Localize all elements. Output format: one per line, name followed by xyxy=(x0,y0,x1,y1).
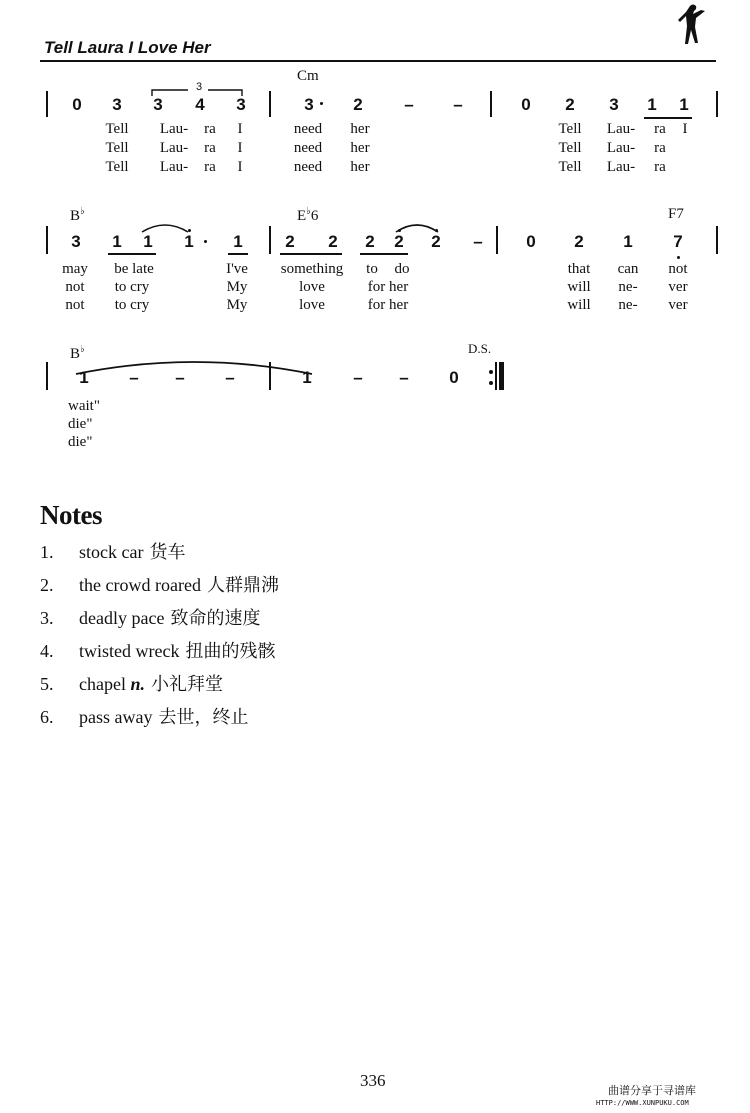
lyric: ra xyxy=(654,140,666,156)
watermark-text: 曲谱分享于寻谱库 xyxy=(608,1084,696,1097)
dot xyxy=(677,256,680,259)
lyric: ne- xyxy=(618,279,638,295)
lyric: Tell xyxy=(105,140,129,156)
note-item: 4. twisted wreck 扭曲的残骸 xyxy=(40,641,276,662)
note: 1 xyxy=(143,232,153,251)
chord-cm: Cm xyxy=(297,68,319,84)
note: 1 xyxy=(184,232,194,251)
lyric: Lau- xyxy=(606,121,636,137)
note: 1 xyxy=(302,368,312,387)
lyric: I xyxy=(682,121,688,137)
lyric: ra xyxy=(204,159,216,175)
lyric: do xyxy=(394,261,410,277)
barline xyxy=(490,91,492,117)
eighth-underline xyxy=(228,253,248,255)
lyric: for her xyxy=(367,297,409,313)
eighth-underline xyxy=(644,117,692,119)
final-barline xyxy=(499,362,504,390)
lyric: Lau- xyxy=(159,121,189,137)
triplet-number: 3 xyxy=(196,81,203,93)
lyric: ne- xyxy=(618,297,638,313)
note-dash: – xyxy=(225,368,235,387)
lyric: die" xyxy=(68,416,93,432)
lyric: for her xyxy=(367,279,409,295)
note-dash: – xyxy=(129,368,139,387)
header-rule xyxy=(40,60,716,62)
note: 1 xyxy=(79,368,89,387)
note: 0 xyxy=(526,232,536,251)
note-item: 3. deadly pace 致命的速度 xyxy=(40,608,261,629)
lyric: may xyxy=(62,261,88,277)
eighth-underline xyxy=(280,253,342,255)
note: 1 xyxy=(623,232,633,251)
lyric: My xyxy=(226,279,248,295)
watermark-url: HTTP://WWW.XUNPUKU.COM xyxy=(596,1099,689,1107)
lyric: Lau- xyxy=(606,159,636,175)
lyric: not xyxy=(65,279,85,295)
lyric: ver xyxy=(668,297,688,313)
note-dash: – xyxy=(399,368,409,387)
lyric: love xyxy=(299,279,325,295)
lyric: Tell xyxy=(558,121,582,137)
lyric: to cry xyxy=(114,279,150,295)
barline xyxy=(46,226,48,254)
note: 3 xyxy=(609,95,619,114)
note-item: 2. the crowd roared 人群鼎沸 xyxy=(40,575,279,596)
note-dash: – xyxy=(473,232,483,251)
lyric: Lau- xyxy=(606,140,636,156)
note: 2 xyxy=(394,232,404,251)
note: 1 xyxy=(233,232,243,251)
barline xyxy=(495,362,497,390)
chord-f7: F7 xyxy=(668,206,684,222)
note: 2 xyxy=(431,232,441,251)
barline xyxy=(46,362,48,390)
lyric: ver xyxy=(668,279,688,295)
notes-heading: Notes xyxy=(40,500,102,530)
note: 0 xyxy=(521,95,531,114)
lyric: wait" xyxy=(68,398,100,414)
note: 4 xyxy=(195,95,205,114)
lyric: that xyxy=(567,261,591,277)
dot xyxy=(435,229,438,232)
note-dash: – xyxy=(353,368,363,387)
lyric: ra xyxy=(654,121,666,137)
note-item: 6. pass away 去世，终止 xyxy=(40,707,249,728)
note: 7 xyxy=(673,232,683,251)
note: 0 xyxy=(449,368,459,387)
page-header-title: Tell Laura I Love Her xyxy=(44,38,211,57)
lyric: Lau- xyxy=(159,159,189,175)
note: 3 xyxy=(236,95,246,114)
lyric: her xyxy=(350,140,370,156)
repeat-dot xyxy=(489,381,493,385)
lyric: ra xyxy=(204,140,216,156)
lyric: ra xyxy=(204,121,216,137)
note: 2 xyxy=(328,232,338,251)
dot xyxy=(398,229,401,232)
lyric: not xyxy=(668,261,688,277)
lyric: need xyxy=(293,140,323,156)
barline xyxy=(46,91,48,117)
barline xyxy=(496,226,498,254)
lyric: something xyxy=(280,261,344,277)
lyric: need xyxy=(293,159,323,175)
lyric: be late xyxy=(114,261,154,277)
barline xyxy=(269,362,271,390)
chord-bflat: B♭ xyxy=(70,206,85,224)
lyric: Tell xyxy=(105,121,129,137)
note: 2 xyxy=(574,232,584,251)
dot xyxy=(188,229,191,232)
note: 2 xyxy=(365,232,375,251)
note: 2 xyxy=(565,95,575,114)
lyric: My xyxy=(226,297,248,313)
barline xyxy=(716,91,718,117)
lyric: I've xyxy=(226,261,248,277)
page-number: 336 xyxy=(360,1071,386,1090)
lyric: Tell xyxy=(558,140,582,156)
lyric: her xyxy=(350,121,370,137)
lyric: to xyxy=(366,261,378,277)
note: 1 xyxy=(647,95,657,114)
lyric: her xyxy=(350,159,370,175)
lyric: I xyxy=(237,159,243,175)
tie-arc xyxy=(74,356,314,376)
dancer-icon xyxy=(676,2,710,58)
lyric: ra xyxy=(654,159,666,175)
lyric: die" xyxy=(68,434,93,450)
note: 3 xyxy=(304,95,314,114)
chord-bflat: B♭ xyxy=(70,344,85,362)
note-dash: – xyxy=(175,368,185,387)
barline xyxy=(269,226,271,254)
eighth-underline xyxy=(108,253,156,255)
note-dash: – xyxy=(453,95,463,114)
eighth-underline xyxy=(360,253,408,255)
note: 2 xyxy=(285,232,295,251)
note: 2 xyxy=(353,95,363,114)
lyric: not xyxy=(65,297,85,313)
lyric: I xyxy=(237,121,243,137)
chord-eflat6: E♭6 xyxy=(297,206,319,224)
barline xyxy=(269,91,271,117)
dot xyxy=(320,102,323,105)
lyric: need xyxy=(293,121,323,137)
dal-segno: D.S. xyxy=(468,341,492,356)
note: 1 xyxy=(112,232,122,251)
lyric: Tell xyxy=(558,159,582,175)
note: 1 xyxy=(679,95,689,114)
note-item: 1. stock car 货车 xyxy=(40,542,186,563)
lyric: I xyxy=(237,140,243,156)
lyric: will xyxy=(567,297,591,313)
lyric: will xyxy=(567,279,591,295)
note: 3 xyxy=(71,232,81,251)
lyric: Tell xyxy=(105,159,129,175)
lyric: Lau- xyxy=(159,140,189,156)
note-item: 5. chapel n. 小礼拜堂 xyxy=(40,674,223,695)
barline xyxy=(716,226,718,254)
note: 3 xyxy=(153,95,163,114)
note: 0 xyxy=(72,95,82,114)
lyric: to cry xyxy=(114,297,150,313)
lyric: love xyxy=(299,297,325,313)
repeat-dot xyxy=(489,370,493,374)
note: 3 xyxy=(112,95,122,114)
dot xyxy=(204,240,207,243)
lyric: can xyxy=(617,261,639,277)
note-dash: – xyxy=(404,95,414,114)
